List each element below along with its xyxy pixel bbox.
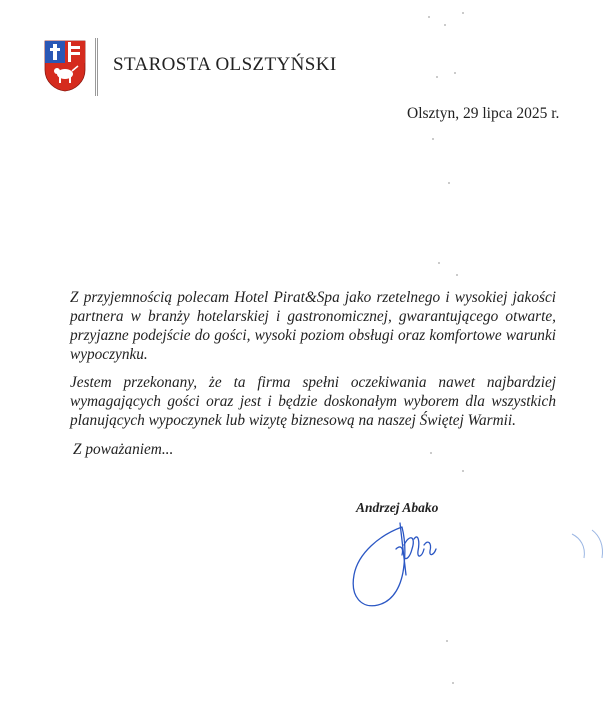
scan-speck [448,182,450,184]
letter-paragraph-1: Z przyjemnością polecam Hotel Pirat&Spa jako rzetelnego i wysokiej jakości partnera w branży hotelarskiej i gastronomicznej, gwarantującego otwarte, przyjazne podejście do gości, wysoki poziom obsługi oraz komfortowe warunki wypoczynku. [70,289,556,363]
scan-speck [430,452,432,454]
scan-speck [462,12,464,14]
closing-salutation: Z poważaniem... [73,441,174,458]
coat-of-arms-icon [44,40,86,92]
scan-speck [462,470,464,472]
scan-speck [432,138,434,140]
header-divider [95,38,98,96]
scan-speck [428,16,430,18]
edge-ink-mark [566,524,610,564]
signer-name: Andrzej Abako [356,500,439,515]
office-title: STAROSTA OLSZTYŃSKI [113,54,337,75]
scan-speck [444,24,446,26]
scan-speck [452,682,454,684]
place-date: Olsztyn, 29 lipca 2025 r. [407,105,560,122]
handwritten-signature [340,505,450,617]
scan-speck [454,72,456,74]
scan-speck [436,76,438,78]
scan-speck [438,262,440,264]
scan-speck [446,640,448,642]
letter-paragraph-2: Jestem przekonany, że ta firma spełni oczekiwania nawet najbardziej wymagających gości oraz jest i będzie doskonałym wyborem dla wszystkich planujących wypoczynek lub wizytę biznesową na naszej Świętej Warmii. [70,374,556,429]
scan-speck [456,274,458,276]
